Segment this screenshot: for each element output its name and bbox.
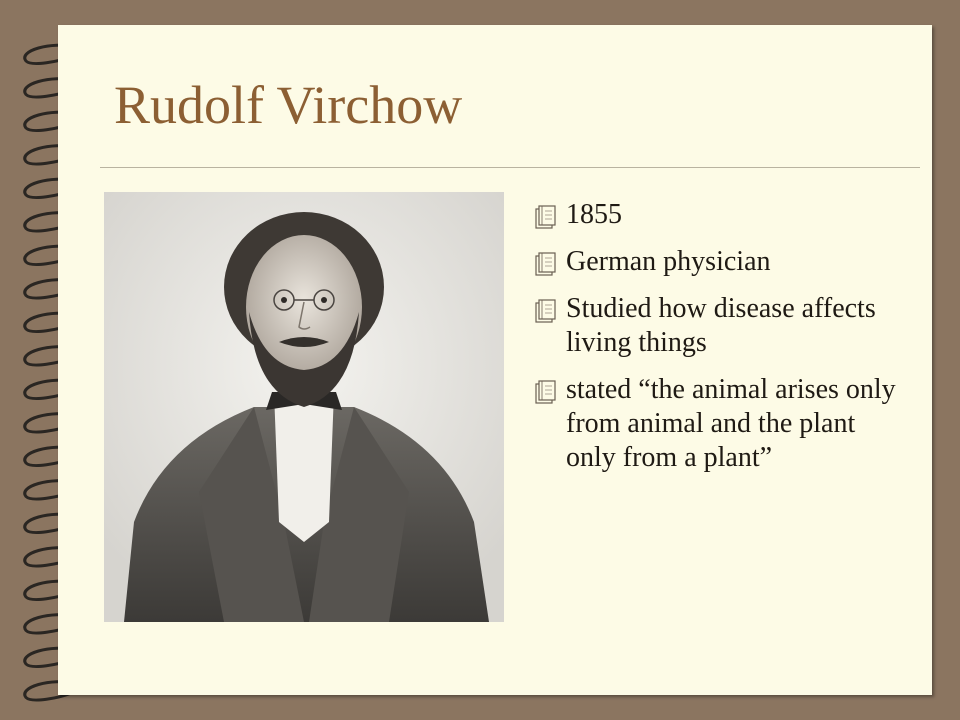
notebook-icon	[532, 204, 558, 230]
title-divider	[100, 167, 920, 168]
bullet-text: Studied how disease affects living things	[566, 293, 876, 358]
bullet-text: stated “the animal arises only from animal and the plant only from a plant”	[566, 374, 896, 473]
bullet-item	[506, 292, 906, 360]
bullet-item	[506, 198, 906, 232]
bullet-item	[506, 245, 906, 279]
bullet-item	[506, 373, 906, 475]
bullet-text: 1855	[566, 199, 622, 230]
bullet-list	[506, 198, 906, 488]
notebook-icon	[532, 251, 558, 277]
bullet-text: German physician	[566, 246, 771, 277]
notebook-icon	[532, 379, 558, 405]
portrait-photo	[104, 192, 504, 622]
slide-title: Rudolf Virchow	[114, 75, 463, 135]
notebook-icon	[532, 298, 558, 324]
